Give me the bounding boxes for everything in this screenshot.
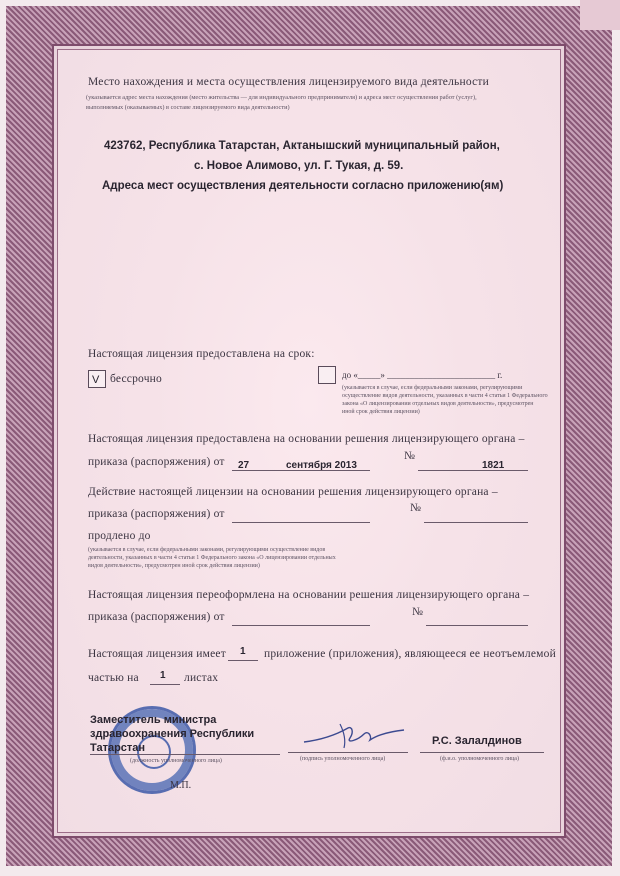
extension-date-line bbox=[232, 522, 370, 523]
appendix-prefix: Настоящая лицензия имеет bbox=[88, 648, 226, 660]
sign-line bbox=[288, 752, 408, 753]
appendix-sheets-line bbox=[150, 684, 180, 685]
indefinite-checkbox[interactable] bbox=[88, 370, 106, 388]
extension-note-2: деятельности, указанных в части 4 статьи 1 Федерального закона «О лицензировании отдельных bbox=[88, 555, 336, 561]
name-caption: (ф.и.о. уполномоченного лица) bbox=[440, 756, 519, 762]
appendix-suffix: приложение (приложения), являющееся ее неотъемлемой bbox=[264, 648, 556, 660]
sign-caption: (подпись уполномоченного лица) bbox=[300, 756, 386, 762]
address-line-1: 423762, Республика Татарстан, Актанышский муниципальный район, bbox=[104, 140, 500, 152]
signer-position-3: Татарстан bbox=[90, 742, 146, 754]
basis-number-line bbox=[418, 470, 528, 471]
until-checkbox[interactable] bbox=[318, 366, 336, 384]
basis-order-label: приказа (распоряжения) от bbox=[88, 456, 225, 468]
extension-extended-label: продлено до bbox=[88, 530, 151, 542]
signer-position-2: здравоохранения Республики bbox=[90, 728, 255, 740]
reissue-order-label: приказа (распоряжения) от bbox=[88, 611, 225, 623]
until-note-2: осуществление видов деятельности, указанных в части 4 статьи 1 Федерального bbox=[342, 393, 548, 399]
position-caption: (должность уполномоченного лица) bbox=[130, 758, 222, 764]
until-note-3: закона «О лицензировании отдельных видов деятельности», предусмотрен bbox=[342, 401, 534, 407]
signature-icon bbox=[300, 718, 410, 752]
position-line bbox=[90, 754, 280, 755]
extension-line: Действие настоящей лицензии на основании решения лицензирующего органа – bbox=[88, 486, 498, 498]
header-title: Место нахождения и места осуществления лицензируемого вида деятельности bbox=[88, 76, 489, 88]
indefinite-label: бессрочно bbox=[110, 373, 162, 385]
reissue-number-line bbox=[426, 625, 528, 626]
signer-name: Р.С. Залалдинов bbox=[432, 735, 522, 747]
extension-number-line bbox=[424, 522, 528, 523]
basis-month-year: сентября 2013 bbox=[286, 460, 357, 471]
basis-line: Настоящая лицензия предоставлена на основании решения лицензирующего органа – bbox=[88, 433, 525, 445]
appendix-count: 1 bbox=[240, 646, 246, 657]
reissue-line: Настоящая лицензия переоформлена на основании решения лицензирующего органа – bbox=[88, 589, 530, 601]
name-line bbox=[420, 752, 544, 753]
until-note-4: иной срок действия лицензии) bbox=[342, 409, 420, 415]
until-label: до «_____» ________________________ г. bbox=[342, 370, 503, 380]
mp-label: М.П. bbox=[170, 780, 192, 791]
appendix-part-suffix: листах bbox=[184, 672, 219, 684]
term-label: Настоящая лицензия предоставлена на срок: bbox=[88, 348, 315, 360]
reissue-no-label: № bbox=[412, 606, 424, 618]
basis-day: 27 bbox=[238, 460, 250, 471]
basis-number: 1821 bbox=[482, 460, 505, 471]
extension-no-label: № bbox=[410, 502, 422, 514]
header-note-2: выполняемых (оказываемых) в составе лицензируемого вида деятельности) bbox=[86, 104, 290, 111]
corner-ornament bbox=[580, 0, 620, 30]
signer-position-1: Заместитель министра bbox=[90, 714, 217, 726]
until-note-1: (указывается в случае, если федеральными законами, регулирующими bbox=[342, 385, 523, 391]
address-line-3: Адреса мест осуществления деятельности согласно приложению(ям) bbox=[102, 180, 504, 192]
extension-order-label: приказа (распоряжения) от bbox=[88, 508, 225, 520]
appendix-count-line bbox=[228, 660, 258, 661]
appendix-part-prefix: частью на bbox=[88, 672, 139, 684]
header-note-1: (указывается адрес места нахождения (место жительства — для индивидуального предпринимателя) и адреса мест осуществления работ (услуг), bbox=[86, 94, 477, 101]
check-mark: V bbox=[92, 374, 100, 386]
extension-note-1: (указывается в случае, если федеральными законами, регулирующими осуществление видов bbox=[88, 547, 326, 553]
extension-note-3: видов деятельности», предусмотрен иной срок действия лицензии) bbox=[88, 563, 260, 569]
basis-no-label: № bbox=[404, 450, 416, 462]
reissue-date-line bbox=[232, 625, 370, 626]
appendix-sheets: 1 bbox=[160, 670, 166, 681]
address-line-2: с. Новое Алимово, ул. Г. Тукая, д. 59. bbox=[194, 160, 404, 172]
